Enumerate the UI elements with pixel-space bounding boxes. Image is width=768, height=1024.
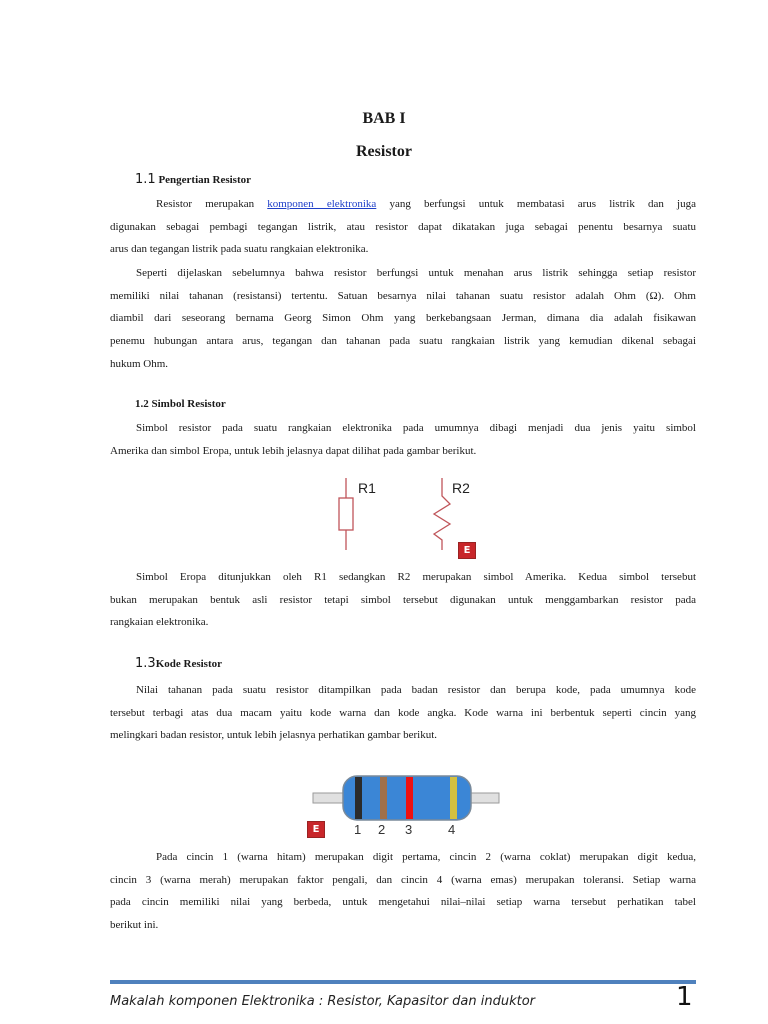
text: Resistor merupakan: [156, 198, 255, 210]
komponen-elektronika-link[interactable]: komponen elektronika: [267, 198, 377, 210]
section-title: Kode Resistor: [155, 658, 222, 670]
r2-label: R2: [452, 480, 470, 496]
paragraph-line: memiliki nilai tahanan (resistansi) tertentu. Satuan besarnya nilai tahanan suatu resistor adalah Ohm (Ω). Ohm: [110, 289, 696, 302]
text: yang berfungsi untuk membatasi arus listrik dan juga: [389, 198, 696, 210]
r1-label: R1: [358, 480, 376, 496]
paragraph-line: pada cincin memiliki nilai yang berbeda, untuk mengetahui nilai–nilai setiap warna tersebut perhatikan tabel: [110, 896, 696, 909]
paragraph-line: cincin 3 (warna merah) merupakan faktor pengali, dan cincin 4 (warna emas) merupakan toleransi. Setiap warna: [110, 873, 696, 886]
paragraph-line: rangkaian elektronika.: [110, 616, 209, 629]
color-ring-1: [355, 777, 362, 819]
section-title: Pengertian Resistor: [158, 174, 251, 186]
paragraph-line: arus dan tegangan listrik pada suatu rangkaian elektronika.: [110, 243, 369, 256]
paragraph-cincin: [110, 846, 696, 937]
color-ring-4: [450, 777, 457, 819]
broken-image-icon: E: [307, 821, 325, 838]
footer-divider: [110, 980, 696, 984]
ring-label-2: 2: [378, 822, 386, 837]
section-heading-1-3: [135, 656, 222, 671]
paragraph-line: Nilai tahanan pada suatu resistor ditampilkan pada badan resistor dan berupa kode, pada umumnya kode: [136, 684, 696, 696]
paragraph-line: Pada cincin 1 (warna hitam) merupakan digit pertama, cincin 2 (warna coklat) merupakan digit kedua,: [156, 851, 696, 863]
footer-text: Makalah komponen Elektronika : Resistor, Kapasitor dan induktor: [110, 994, 535, 1009]
paragraph-line: tersebut terbagi atas dua macam yaitu kode warna dan kode angka. Kode warna ini berbentuk seperti cincin yang: [110, 706, 696, 719]
paragraph-line: [110, 193, 696, 216]
paragraph-line: bukan merupakan bentuk asli resistor tetapi simbol tersebut digunakan untuk menggambarkan resistor pada: [110, 593, 696, 606]
section-title: Simbol Resistor: [151, 398, 226, 410]
paragraph-line: Simbol resistor pada suatu rangkaian elektronika pada umumnya dibagi menjadi dua jenis yaitu simbol: [136, 422, 696, 434]
color-ring-2: [380, 777, 387, 819]
paragraph-simbol: [110, 417, 696, 462]
resistor-color-code-figure: [305, 770, 505, 840]
paragraph-line: hukum Ohm.: [110, 357, 169, 370]
paragraph-line: digunakan sebagai pembagi tegangan listrik, atau resistor dapat dikatakan juga sebagai penentu besarnya suatu: [110, 220, 696, 233]
section-heading-1-1: [135, 172, 251, 187]
ring-label-4: 4: [448, 822, 456, 837]
section-number: 1.1: [135, 172, 156, 187]
ring-label-1: 1: [354, 822, 362, 837]
resistor-symbol-figure: [330, 474, 480, 564]
chapter-title: Resistor: [356, 143, 412, 160]
paragraph-line: penemu hubungan antara arus, tegangan dan tahanan pada suatu rangkaian listrik yang kemudian dikenal sebagai: [110, 335, 696, 348]
page-number: 1: [676, 982, 693, 1012]
ring-label-3: 3: [405, 822, 413, 837]
paragraph-kode: [110, 679, 696, 747]
section-number: 1.2: [135, 398, 149, 410]
resistor-illustration: [305, 770, 505, 826]
section-heading-1-2: [135, 398, 226, 410]
broken-image-icon: E: [458, 542, 476, 559]
paragraph-line: Simbol Eropa ditunjukkan oleh R1 sedangkan R2 merupakan simbol Amerika. Kedua simbol tersebut: [136, 571, 696, 583]
color-ring-3: [406, 777, 413, 819]
paragraph-line: melingkari badan resistor, untuk lebih jelasnya perhatikan gambar berikut.: [110, 729, 438, 742]
chapter-heading: BAB I: [362, 110, 406, 127]
paragraph-line: diambil dari seseorang bernama Georg Simon Ohm yang berkebangsaan Jerman, dimana dia adalah fisikawan: [110, 312, 696, 325]
paragraph-pengertian: [110, 193, 696, 261]
paragraph-line: berikut ini.: [110, 919, 159, 932]
paragraph-line: Amerika dan simbol Eropa, untuk lebih jelasnya dapat dilihat pada gambar berikut.: [110, 444, 477, 457]
section-number: 1.3: [135, 656, 156, 671]
paragraph-ohm: [110, 262, 696, 375]
paragraph-simbol-penjelasan: [110, 566, 696, 634]
paragraph-line: Seperti dijelaskan sebelumnya bahwa resistor berfungsi untuk menahan arus listrik sehingga setiap resistor: [136, 267, 696, 279]
